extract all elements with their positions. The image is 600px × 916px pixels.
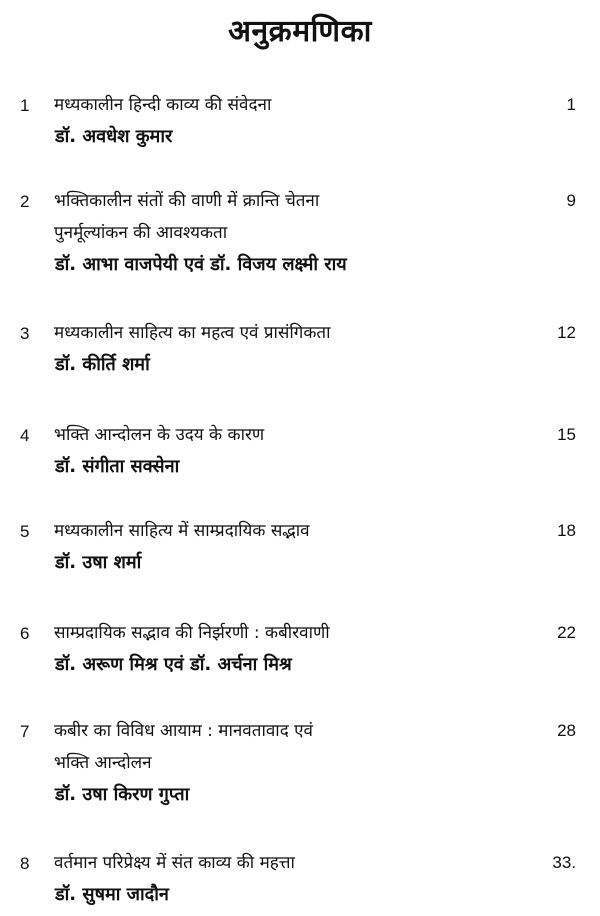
entry-number: 8: [20, 854, 30, 873]
entry-title: वर्तमान परिप्रेक्ष्य में संत काव्य की महत्ता: [54, 853, 295, 873]
entry-page-number: 18: [557, 521, 576, 540]
entry-page-number: 1: [566, 95, 576, 114]
entry-number: 6: [20, 624, 30, 643]
entry-title-continued: पुनर्मूल्यांकन की आवश्यकता: [54, 223, 228, 243]
entry-author: डॉ. सुषमा जादौन: [55, 884, 169, 905]
toc-entry-4[interactable]: [0, 420, 600, 480]
toc-entry-1[interactable]: [0, 90, 600, 150]
entry-number: 5: [20, 522, 30, 541]
entry-number: 3: [20, 324, 30, 343]
entry-page-number: 22: [557, 623, 576, 642]
entry-title: भक्ति आन्दोलन के उदय के कारण: [54, 425, 265, 445]
toc-entry-8[interactable]: [0, 848, 600, 908]
entry-title: मध्यकालीन साहित्य में साम्प्रदायिक सद्भाव: [54, 521, 310, 541]
entry-title: मध्यकालीन हिन्दी काव्य की संवेदना: [54, 95, 272, 115]
toc-entry-5[interactable]: [0, 516, 600, 576]
toc-entry-2[interactable]: [0, 186, 600, 278]
entry-author: डॉ. अवधेश कुमार: [55, 126, 173, 147]
toc-entry-6[interactable]: [0, 618, 600, 678]
entry-page-number: 28: [557, 721, 576, 740]
entry-page-number: 15: [557, 425, 576, 444]
entry-page-number: 33.: [552, 853, 576, 872]
entry-number: 1: [20, 96, 30, 115]
entry-number: 4: [20, 426, 30, 445]
entry-title-continued: भक्ति आन्दोलन: [54, 753, 152, 773]
entry-author: डॉ. संगीता सक्सेना: [55, 456, 180, 477]
entry-page-number: 9: [566, 191, 576, 210]
entry-number: 7: [20, 722, 30, 741]
entry-title: साम्प्रदायिक सद्भाव की निर्झरणी : कबीरवाणी: [54, 623, 330, 643]
entry-author: डॉ. आभा वाजपेयी एवं डॉ. विजय लक्ष्मी राय: [55, 254, 347, 275]
page-title: अनुक्रमणिका: [228, 14, 372, 49]
toc-entry-3[interactable]: [0, 318, 600, 378]
entry-number: 2: [20, 192, 30, 211]
entry-author: डॉ. कीर्ति शर्मा: [55, 354, 150, 375]
entry-author: डॉ. उषा शर्मा: [55, 552, 142, 573]
entry-title: मध्यकालीन साहित्य का महत्व एवं प्रासंगिकता: [54, 323, 331, 343]
toc-entry-7[interactable]: [0, 716, 600, 808]
entry-author: डॉ. उषा किरण गुप्ता: [55, 784, 190, 805]
entry-page-number: 12: [557, 323, 576, 342]
entry-author: डॉ. अरूण मिश्र एवं डॉ. अर्चना मिश्र: [55, 654, 292, 675]
entry-title: भक्तिकालीन संतों की वाणी में क्रान्ति चेतना: [54, 191, 320, 211]
entry-title: कबीर का विविध आयाम : मानवतावाद एवं: [54, 721, 313, 741]
